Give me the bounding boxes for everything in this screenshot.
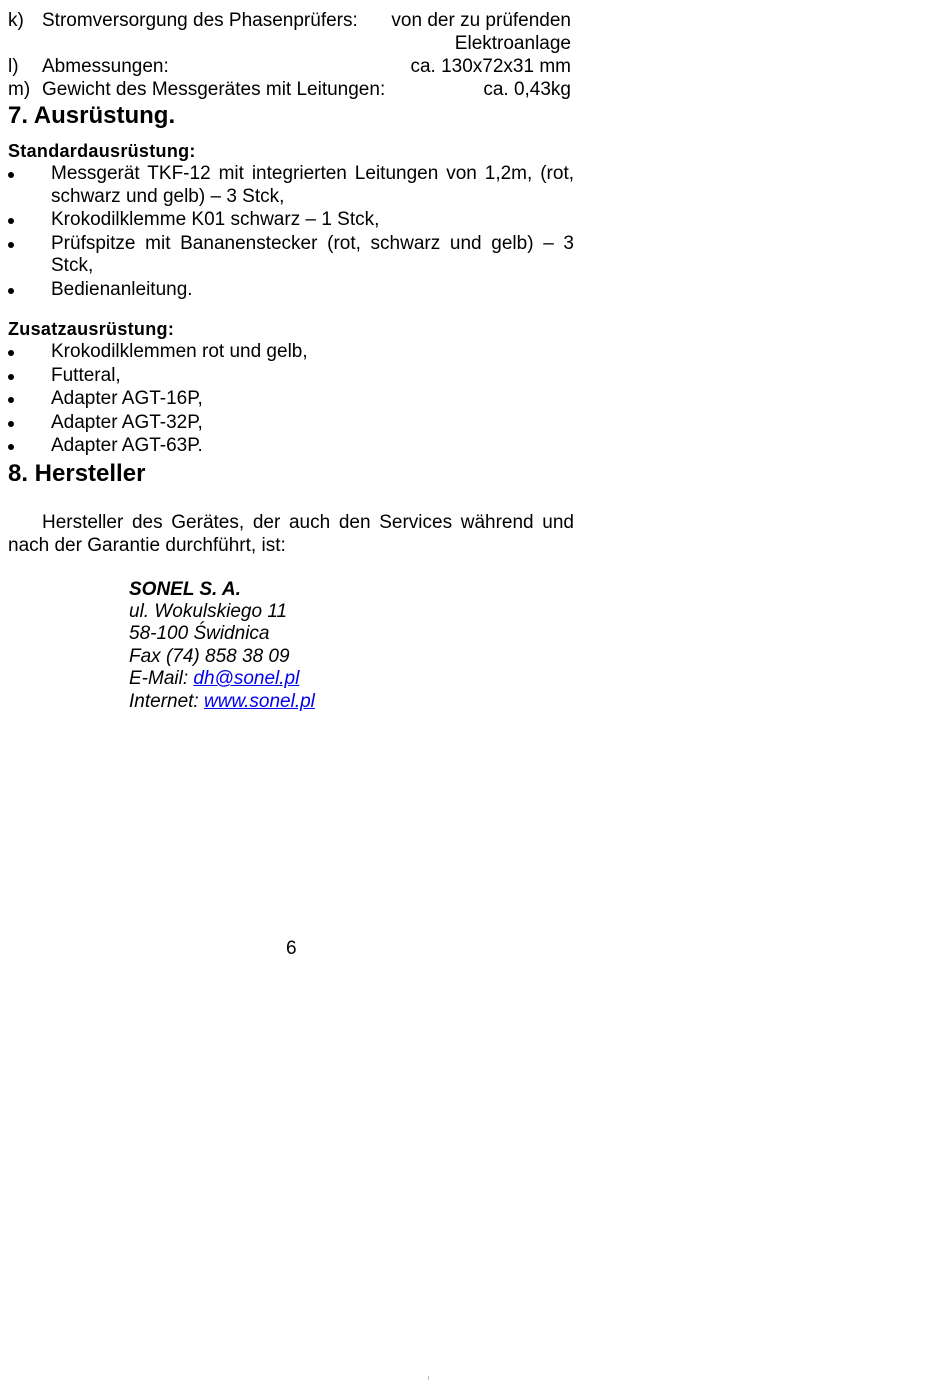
bullet-icon <box>8 288 14 294</box>
internet-line <box>129 691 574 713</box>
list-item: Krokodilklemme K01 schwarz – 1 Stck, <box>8 209 574 232</box>
spec-value: ca. 0,43kg <box>483 79 571 100</box>
spec-label: Gewicht des Messgerätes mit Leitungen: <box>42 79 386 100</box>
list-item: Bedienanleitung. <box>8 279 574 302</box>
scan-mark <box>428 1376 429 1380</box>
bullet-icon <box>8 397 14 403</box>
bullet-icon <box>8 242 14 248</box>
list-item: Prüfspitze mit Bananenstecker (rot, schwarz und gelb) – 3 Stck, <box>8 233 574 278</box>
list-item: Adapter AGT-63P. <box>8 435 574 458</box>
section-7-heading: 7. Ausrüstung. <box>8 102 176 129</box>
standard-equipment-list <box>8 163 574 301</box>
manufacturer-paragraph: Hersteller des Gerätes, der auch den Services während und nach der Garantie durchführt, ist: <box>8 511 574 556</box>
list-item: Futteral, <box>8 365 574 388</box>
spec-row-dimensions <box>8 55 574 78</box>
section-8-heading: 8. Hersteller <box>8 459 146 487</box>
bullet-icon <box>8 350 14 356</box>
document-page <box>8 9 574 713</box>
bullet-icon <box>8 374 14 380</box>
email-link[interactable]: dh@sonel.pl <box>193 668 300 690</box>
bullet-icon <box>8 172 14 178</box>
internet-label: Internet: <box>129 690 204 712</box>
list-item: Adapter AGT-16P, <box>8 388 574 411</box>
spec-letter: m) <box>8 79 31 100</box>
spec-label: Abmessungen: <box>42 56 169 77</box>
spec-value <box>381 9 571 55</box>
company-name: SONEL S. A. <box>129 578 241 600</box>
spec-row-power-supply <box>8 9 574 55</box>
spec-list <box>8 9 574 101</box>
spec-letter: l) <box>8 56 19 77</box>
website-link[interactable]: www.sonel.pl <box>204 690 315 712</box>
bullet-icon <box>8 218 14 224</box>
spec-label: Stromversorgung des Phasenprüfers: <box>42 10 358 31</box>
bullet-icon <box>8 444 14 450</box>
standard-equipment-heading: Standardausrüstung: <box>8 141 196 161</box>
additional-equipment-heading: Zusatzausrüstung: <box>8 319 175 339</box>
spec-value-line1: von der zu prüfenden <box>391 10 571 31</box>
spec-value-line2: Elektroanlage <box>454 33 571 54</box>
additional-equipment-list <box>8 341 574 458</box>
fax-number: Fax (74) 858 38 09 <box>129 645 290 667</box>
spec-letter: k) <box>8 10 24 31</box>
list-item: Krokodilklemmen rot und gelb, <box>8 341 574 364</box>
manufacturer-address <box>129 579 574 713</box>
page-number: 6 <box>286 938 297 959</box>
email-line <box>129 668 574 690</box>
list-item: Messgerät TKF-12 mit integrierten Leitungen von 1,2m, (rot, schwarz und gelb) – 3 Stck, <box>8 163 574 208</box>
list-item: Adapter AGT-32P, <box>8 412 574 435</box>
spec-row-weight <box>8 78 574 101</box>
email-label: E-Mail: <box>129 668 194 690</box>
address-street: ul. Wokulskiego 11 <box>129 600 288 622</box>
address-city: 58-100 Świdnica <box>129 623 270 645</box>
bullet-icon <box>8 421 14 427</box>
spec-value: ca. 130x72x31 mm <box>410 56 571 77</box>
